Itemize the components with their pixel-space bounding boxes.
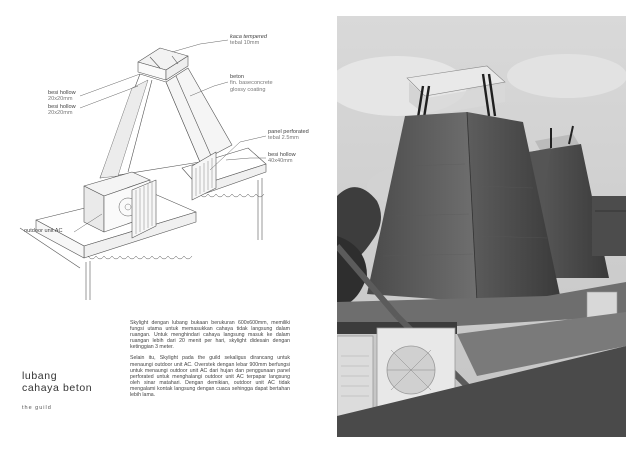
callout-title: outdoor unit AC — [24, 228, 63, 234]
callout-outdoor-unit-ac — [24, 228, 63, 234]
callout-title: kaca tempered — [230, 34, 268, 40]
skylight-photograph — [337, 16, 626, 437]
callout-besi-hollow-2 — [48, 104, 76, 117]
callout-kaca-tempered — [230, 34, 267, 47]
title-line-2: cahaya beton — [22, 382, 93, 394]
callout-title: besi hollow — [48, 90, 76, 96]
description-text — [130, 320, 290, 403]
callout-besi-hollow-1 — [48, 90, 76, 103]
callout-panel-perforated — [268, 129, 309, 142]
project-credit: the guild — [22, 405, 52, 411]
callout-sub: 20x20mm — [48, 96, 73, 103]
page-title — [22, 370, 92, 394]
callout-sub: tebal 2.5mm — [268, 135, 299, 142]
callout-sub: 20x20mm — [48, 110, 73, 117]
callout-title: panel perforated — [268, 129, 309, 135]
title-line-1: lubang — [22, 370, 58, 382]
paragraph-2: Selain itu, Skylight pada the guild sekaligus dirancang untuk menaungi outdoor unit AC. Overstek dengan lebar 900mm berfungsi untuk menaungi outdoor unit AC dari hujan dan penggunaan panel perforated untuk menghalangi outdoor unit AC terpapar langsung oleh sinar matahari. Dengan demikian, outdoor unit AC tidak mengalami kontak langsung dengan cuaca sehingga dapat bertahan lebih lama. — [130, 355, 290, 399]
callout-sub-2: glossy coating — [230, 86, 266, 93]
callout-title: besi hollow — [48, 104, 76, 110]
callout-beton — [230, 74, 273, 93]
callout-title: beton — [230, 74, 244, 80]
callout-sub: tebal 10mm — [230, 40, 260, 47]
callout-besi-hollow-3 — [268, 152, 296, 165]
callout-sub: fin. baseconcrete — [230, 80, 273, 87]
paragraph-1: Skylight dengan lubang bukaan berukuran 600x600mm, memiliki fungsi utama untuk memasukkan cahaya tidak langsung dalam ruangan. Untuk menghindari cahaya langsung masuk ke dalam ruangan lebih dari 20 menit per hari, skylight didesain dengan ketinggian 3 meter. — [130, 320, 290, 351]
callout-sub: 40x40mm — [268, 158, 293, 165]
callout-title: besi hollow — [268, 152, 296, 158]
